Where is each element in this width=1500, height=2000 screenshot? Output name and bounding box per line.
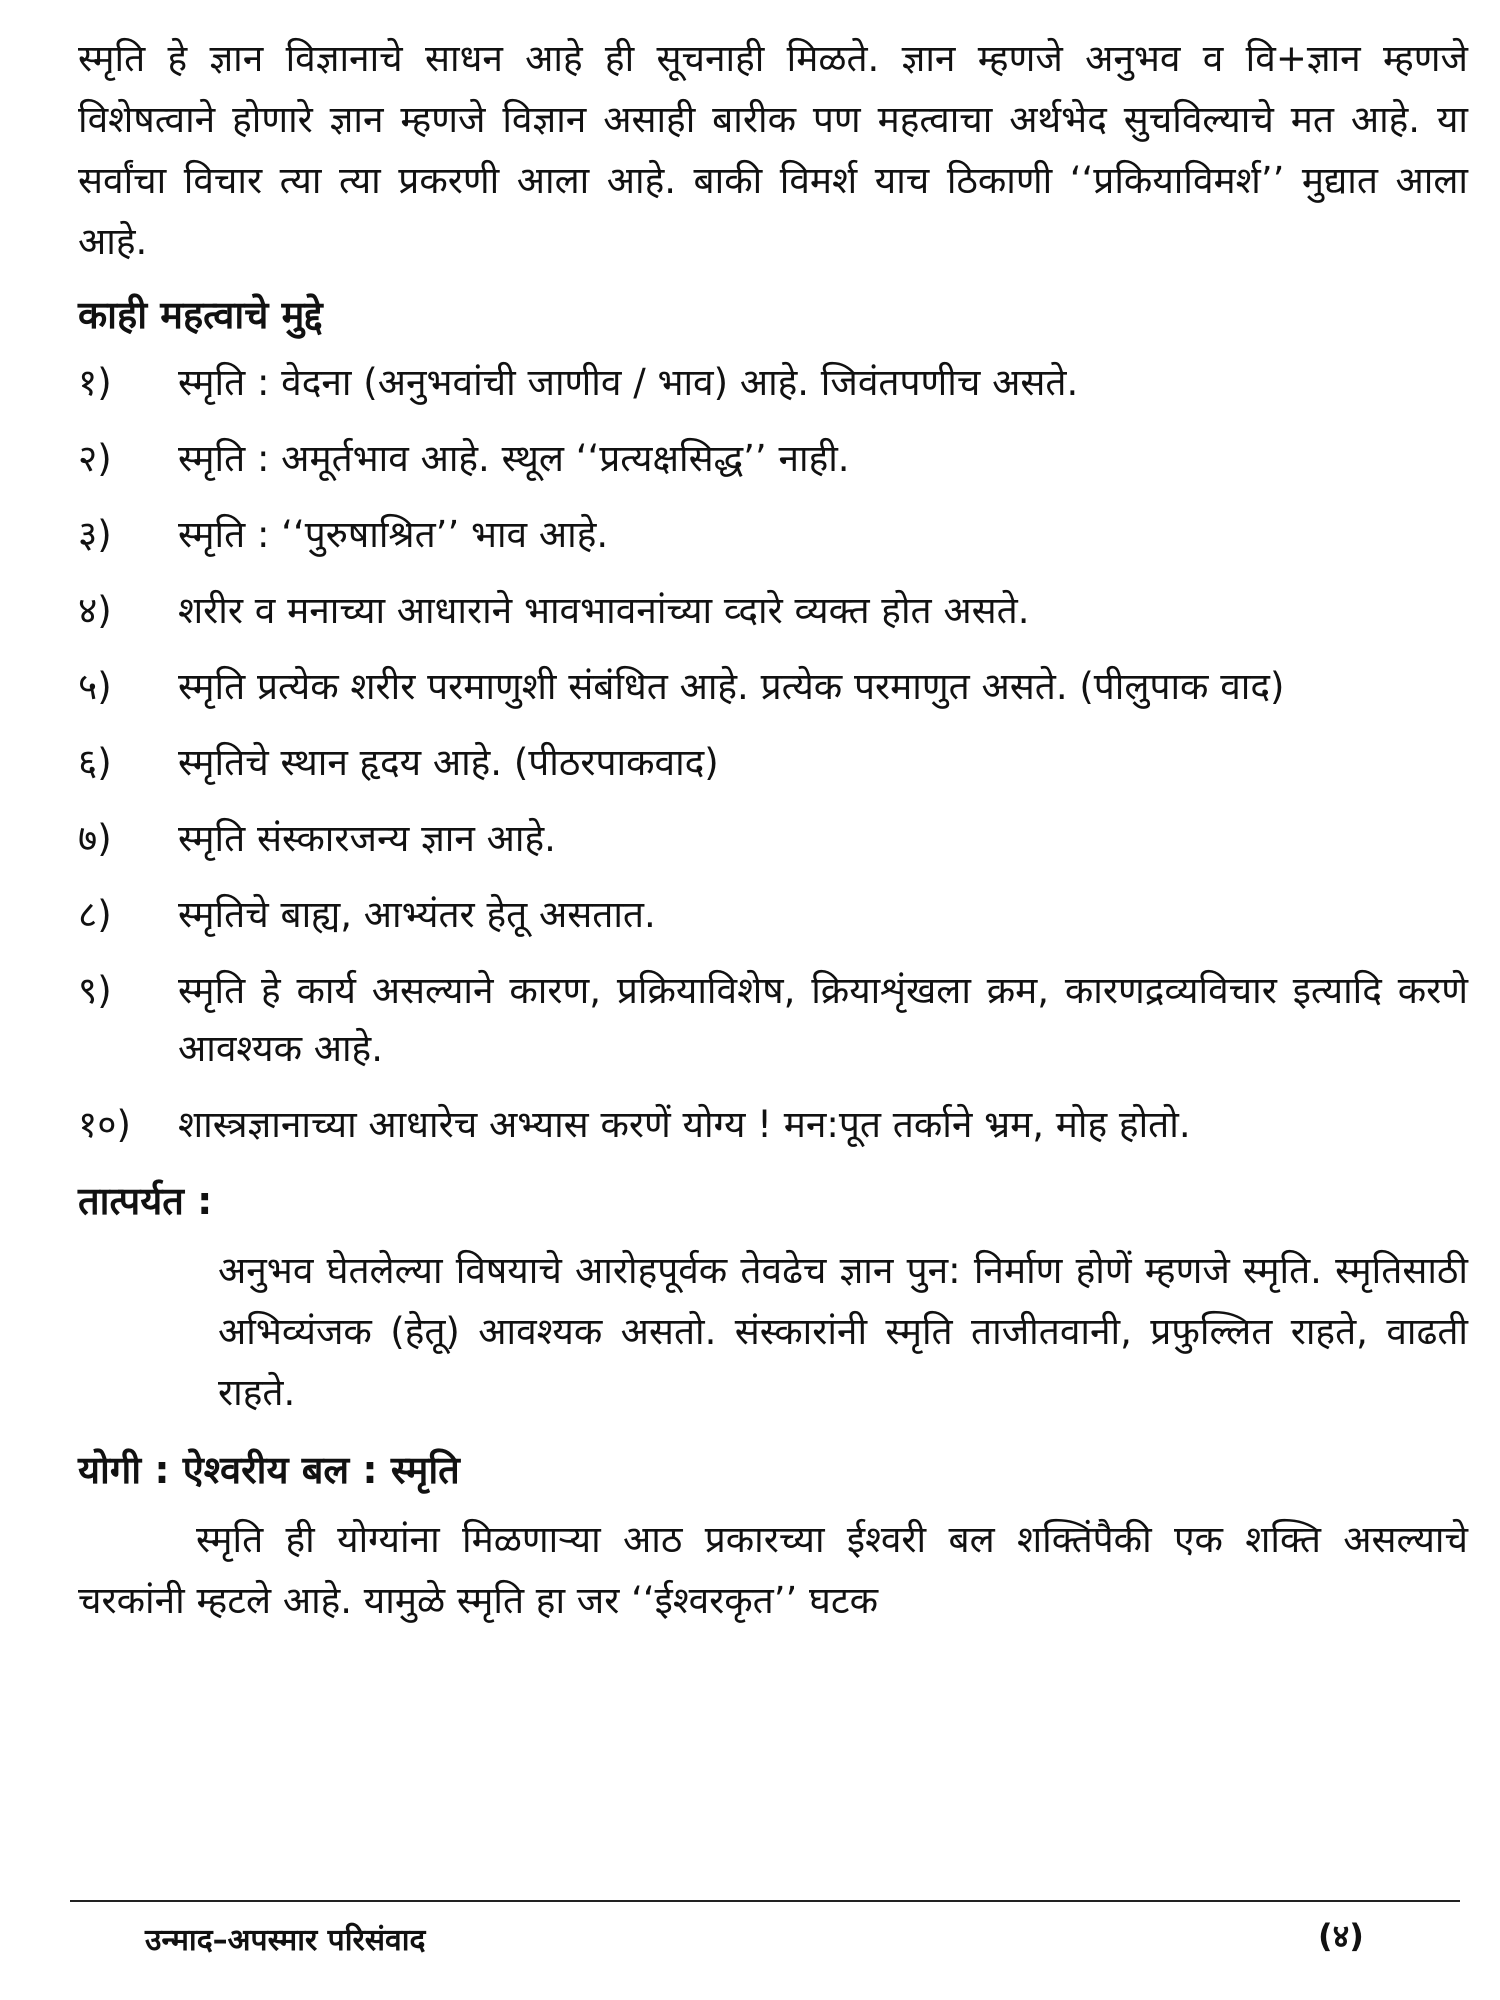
page-number: (४): [1318, 1917, 1364, 1955]
list-item-text: शरीर व मनाच्या आधाराने भावभावनांच्या व्दारे व्यक्त होत असते.: [178, 589, 1030, 632]
footer-title: उन्माद–अपस्मार परिसंवाद: [145, 1923, 426, 1958]
heading-important-points: काही महत्वाचे मुद्दे: [78, 293, 323, 337]
list-item: [78, 658, 1468, 716]
list-item: [78, 430, 1468, 488]
list-item: [78, 886, 1468, 944]
list-item-number: ९): [78, 969, 112, 1012]
list-item: [78, 962, 1468, 1078]
list-item: [78, 810, 1468, 868]
heading-yogi: योगी : ऐश्वरीय बल : स्मृति: [78, 1448, 460, 1492]
intro-paragraph: स्मृति हे ज्ञान विज्ञानाचे साधन आहे ही सूचनाही मिळते. ज्ञान म्हणजे अनुभव व वि+ज्ञान म्हणजे विशेषत्वाने होणारे ज्ञान म्हणजे विज्ञान असाही बारीक पण महत्वाचा अर्थभेद सुचविल्याचे मत आहे. या सर्वांचा विचार त्या त्या प्रकरणी आला आहे. बाकी विमर्श याच ठिकाणी ‘‘प्रकियाविमर्श’’ मुद्यात आला आहे.: [78, 37, 1468, 263]
list-item: [78, 1096, 1468, 1154]
summary-paragraph: अनुभव घेतलेल्या विषयाचे आरोहपूर्वक तेवढेच ज्ञान पुन: निर्माण होणें म्हणजे स्मृति. स्मृतिसाठी अभिव्यंजक (हेतू) आवश्यक असतो. संस्कारांनी स्मृति ताजीतवानी, प्रफुल्लित राहते, वाढती राहते.: [218, 1249, 1468, 1414]
list-item-text: स्मृति : ‘‘पुरुषाश्रित’’ भाव आहे.: [178, 513, 609, 556]
footer-divider: [70, 1900, 1460, 1902]
list-item-number: २): [78, 437, 112, 480]
list-item-text: स्मृतिचे स्थान हृदय आहे. (पीठरपाकवाद): [178, 741, 719, 784]
list-item-text: शास्त्रज्ञानाच्या आधारेच अभ्यास करणें योग्य ! मन:पूत तर्काने भ्रम, मोह होतो.: [178, 1103, 1191, 1146]
list-item-number: ३): [78, 513, 112, 556]
list-item-text: स्मृति हे कार्य असल्याने कारण, प्रक्रियाविशेष, क्रियाशृंखला क्रम, कारणद्रव्यविचार इत्यादि करणे आवश्यक आहे.: [178, 969, 1468, 1070]
list-item: [78, 506, 1468, 564]
heading-summary: तात्पर्यत :: [78, 1179, 213, 1223]
points-list: [78, 354, 1468, 1154]
list-item-number: ८): [78, 893, 112, 936]
list-item-number: ४): [78, 589, 112, 632]
list-item-number: १०): [78, 1103, 131, 1146]
list-item-number: ६): [78, 741, 112, 784]
list-item-text: स्मृति : अमूर्तभाव आहे. स्थूल ‘‘प्रत्यक्षसिद्ध’’ नाही.: [178, 437, 850, 480]
list-item-text: स्मृति प्रत्येक शरीर परमाणुशी संबंधित आहे. प्रत्येक परमाणुत असते. (पीलुपाक वाद): [178, 665, 1285, 708]
list-item-text: स्मृति : वेदना (अनुभवांची जाणीव / भाव) आहे. जिवंतपणीच असते.: [178, 361, 1079, 404]
list-item-text: स्मृतिचे बाह्य, आभ्यंतर हेतू असतात.: [178, 893, 656, 936]
list-item-text: स्मृति संस्कारजन्य ज्ञान आहे.: [178, 817, 556, 860]
list-item: [78, 582, 1468, 640]
yogi-paragraph: स्मृति ही योग्यांना मिळणाऱ्या आठ प्रकारच्या ईश्वरी बल शक्तिंपैकी एक शक्ति असल्याचे चरकांनी म्हटले आहे. यामुळे स्मृति हा जर ‘‘ईश्वरकृत’’ घटक: [78, 1518, 1468, 1622]
list-item-number: ५): [78, 665, 112, 708]
list-item-number: ७): [78, 817, 112, 860]
list-item: [78, 734, 1468, 792]
list-item: [78, 354, 1468, 412]
list-item-number: १): [78, 361, 112, 404]
page-content: [78, 28, 1468, 1631]
